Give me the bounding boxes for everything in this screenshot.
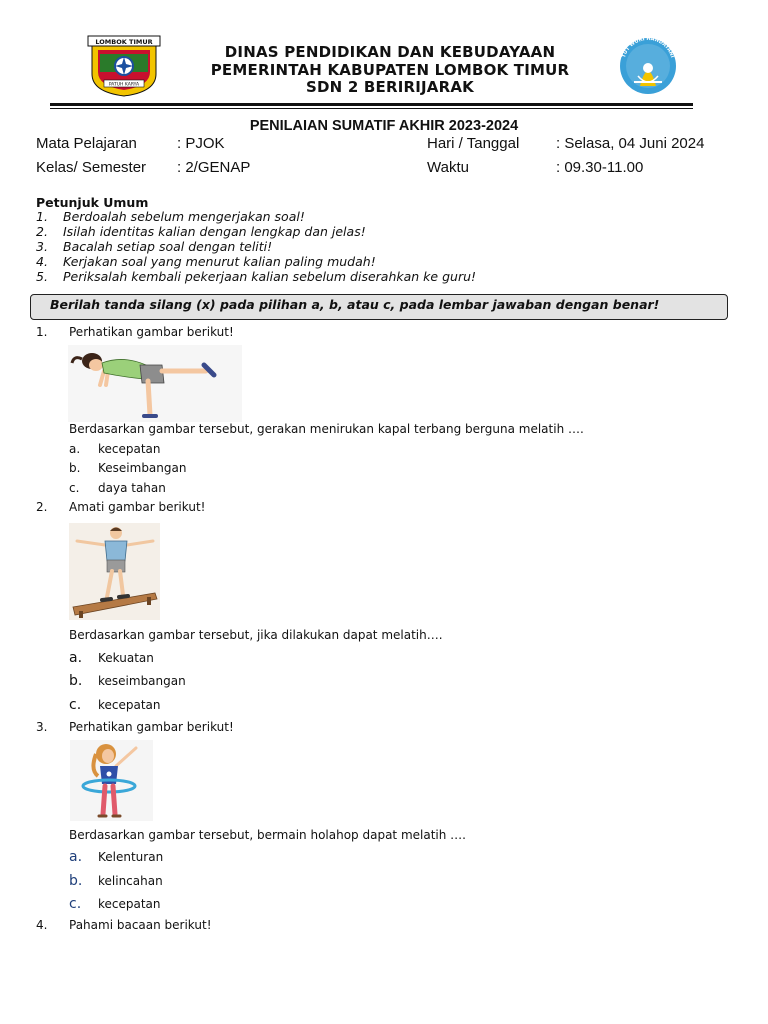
petunjuk-num: 2. bbox=[36, 224, 48, 239]
balance-beam-image bbox=[69, 523, 160, 620]
option-text[interactable]: Kekuatan bbox=[98, 651, 154, 665]
instruction-text: Berilah tanda silang (x) pada pilihan a, b, atau c, pada lembar jawaban dengan benar! bbox=[50, 297, 660, 312]
class-value: : 2/GENAP bbox=[177, 159, 251, 176]
subject-label: Mata Pelajaran bbox=[36, 135, 137, 152]
date-value: : Selasa, 04 Juni 2024 bbox=[556, 135, 705, 152]
option-text[interactable]: daya tahan bbox=[98, 481, 166, 495]
logo-left-bottom-text: PATUH KARYA bbox=[108, 82, 140, 88]
time-label: Waktu bbox=[427, 159, 469, 176]
hula-hoop-image bbox=[70, 740, 153, 821]
petunjuk-num: 3. bbox=[36, 239, 48, 254]
petunjuk-num: 4. bbox=[36, 254, 48, 269]
exam-title: PENILAIAN SUMATIF AKHIR 2023-2024 bbox=[249, 118, 519, 134]
option-text[interactable]: kecepatan bbox=[98, 897, 161, 911]
option-letter: b. bbox=[69, 461, 81, 475]
option-text[interactable]: kelincahan bbox=[98, 874, 163, 888]
date-label: Hari / Tanggal bbox=[427, 135, 520, 152]
option-text[interactable]: kecepatan bbox=[98, 698, 161, 712]
option-letter: a. bbox=[69, 650, 83, 666]
question-prompt: Perhatikan gambar berikut! bbox=[69, 325, 234, 339]
question-number: 1. bbox=[36, 325, 48, 339]
header-line-3: SDN 2 BERIRIJARAK bbox=[305, 78, 474, 96]
question-stem: Berdasarkan gambar tersebut, jika dilakukan dapat melatih…. bbox=[69, 628, 443, 642]
header-divider-thick bbox=[50, 103, 693, 106]
question-prompt: Pahami bacaan berikut! bbox=[69, 918, 212, 932]
petunjuk-text: Bacalah setiap soal dengan teliti! bbox=[63, 239, 273, 254]
option-letter: c. bbox=[69, 896, 82, 912]
time-value: : 09.30-11.00 bbox=[556, 159, 644, 176]
petunjuk-num: 5. bbox=[36, 269, 48, 284]
option-letter: a. bbox=[69, 849, 83, 865]
lombok-timur-logo bbox=[86, 34, 162, 98]
logo-right-text: TUT WURI HANDAYANI bbox=[620, 36, 676, 59]
option-letter: c. bbox=[69, 481, 80, 495]
question-number: 2. bbox=[36, 500, 48, 514]
option-text[interactable]: kecepatan bbox=[98, 442, 161, 456]
option-letter: c. bbox=[69, 697, 82, 713]
question-stem: Berdasarkan gambar tersebut, gerakan menirukan kapal terbang berguna melatih …. bbox=[69, 422, 584, 436]
option-letter: b. bbox=[69, 873, 83, 889]
airplane-pose-image bbox=[68, 345, 242, 422]
subject-value: : PJOK bbox=[177, 135, 225, 152]
question-prompt: Amati gambar berikut! bbox=[69, 500, 206, 514]
question-number: 3. bbox=[36, 720, 48, 734]
logo-left-top-text: LOMBOK TIMUR bbox=[95, 38, 153, 46]
option-text[interactable]: keseimbangan bbox=[98, 674, 186, 688]
class-label: Kelas/ Semester bbox=[36, 159, 147, 176]
question-prompt: Perhatikan gambar berikut! bbox=[69, 720, 234, 734]
option-text[interactable]: Kelenturan bbox=[98, 850, 164, 864]
header-line-2: PEMERINTAH KABUPATEN LOMBOK TIMUR bbox=[210, 61, 570, 79]
header-line-1: DINAS PENDIDIKAN DAN KEBUDAYAAN bbox=[224, 43, 556, 61]
question-number: 4. bbox=[36, 918, 48, 932]
tut-wuri-handayani-logo bbox=[610, 36, 686, 96]
header-divider-thin bbox=[50, 108, 693, 109]
petunjuk-num: 1. bbox=[36, 209, 48, 224]
option-letter: b. bbox=[69, 673, 83, 689]
petunjuk-text: Berdoalah sebelum mengerjakan soal! bbox=[63, 209, 305, 224]
petunjuk-text: Isilah identitas kalian dengan lengkap dan jelas! bbox=[63, 224, 366, 239]
option-text[interactable]: Keseimbangan bbox=[98, 461, 187, 475]
petunjuk-title: Petunjuk Umum bbox=[36, 195, 149, 210]
option-letter: a. bbox=[69, 442, 81, 456]
petunjuk-text: Kerjakan soal yang menurut kalian paling mudah! bbox=[63, 254, 376, 269]
petunjuk-text: Periksalah kembali pekerjaan kalian sebelum diserahkan ke guru! bbox=[63, 269, 477, 284]
question-stem: Berdasarkan gambar tersebut, bermain holahop dapat melatih …. bbox=[69, 828, 466, 842]
